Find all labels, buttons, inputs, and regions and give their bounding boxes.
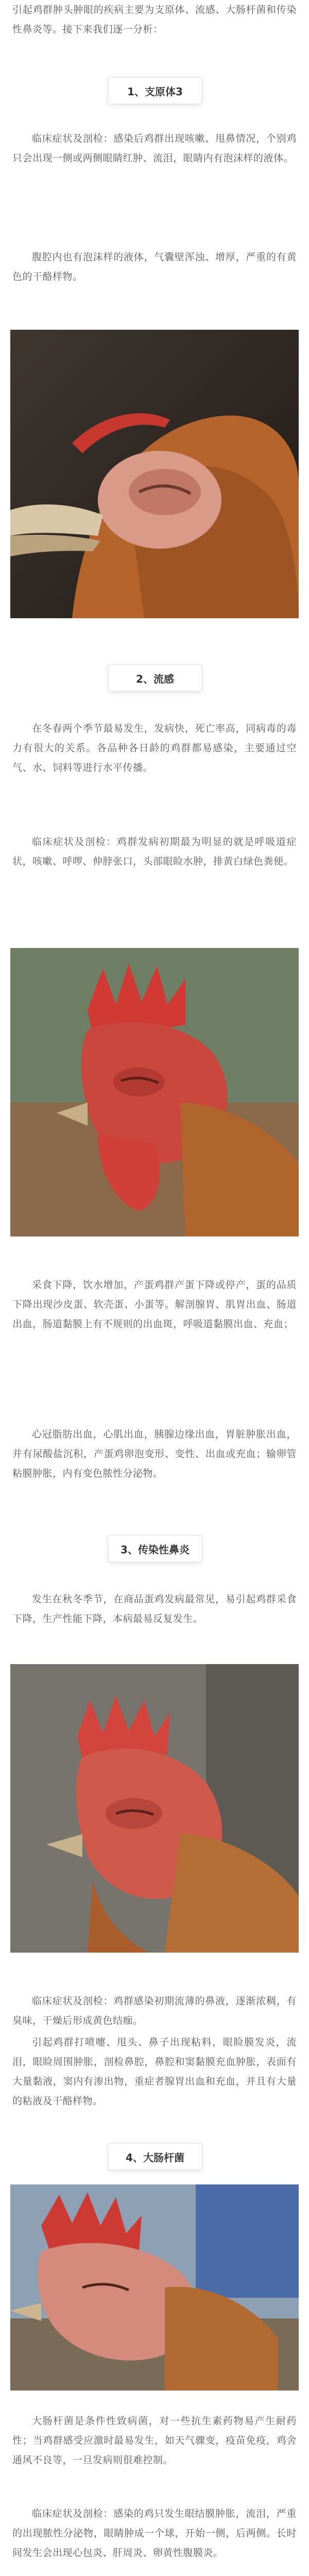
section-2-photo: [10, 948, 299, 1236]
section-4-paragraph-2: 临床症状及剖检：感染的鸡只发生眼结膜肿胀，流泪，严重的出现脓性分泌物，眼睛肿成一个球，开始一侧，后两侧。长时间发生会出现心包炎、肝周炎、卵黄性腹膜炎。: [12, 2508, 297, 2558]
rooster-head-swelling-image: [10, 948, 299, 1236]
section-1-paragraph-2: 腹腔内也有泡沫样的液体，气囊壁浑浊、增厚，严重的有黄色的干酪样物。: [12, 251, 297, 282]
hen-eye-swelling-image: [10, 330, 299, 618]
section-1-paragraph-1: 临床症状及剖检：感染后鸡群出现咳嗽、甩鼻情况，个别鸡只会出现一侧或两侧眼睛红肿、流泪，眼睛内有泡沫样的液体。: [12, 133, 297, 164]
section-3-heading: 3、传染性鼻炎: [108, 1535, 202, 1562]
section-2-paragraph-1: 在冬春两个季节最易发生，发病快，死亡率高，同病毒的毒力有很大的关系。各品种各日龄的鸡群都易感染，主要通过空气、水、饲料等进行水平传播。: [12, 723, 297, 773]
section-2-paragraph-3: 采食下降，饮水增加，产蛋鸡群产蛋下降或停产，蛋的品质下降出现沙皮蛋、软壳蛋、小蛋等。解剖腺胃、肌胃出血、肠道出血，肠道黏膜上有不规则的出血斑，呼吸道黏膜出血、充血；: [12, 1279, 297, 1330]
section-1-heading: 1、支原体3: [108, 77, 202, 104]
section-2-paragraph-4: 心冠脂肪出血，心肌出血，胰腺边缘出血，胃脏肿胀出血，并有尿酸盐沉积，产蛋鸡卵泡变形、变性、出血或充血；输卵管粘膜肿胀，内有变色脓性分泌物。: [12, 1429, 297, 1479]
hen-face-swelling-image: [10, 1664, 299, 1953]
section-4-photo: [10, 2184, 299, 2391]
section-4-paragraph-1: 大肠杆菌是条件性致病菌，对一些抗生素药物易产生耐药性；当鸡群感受应激时最易发生，如天气骤变，疫苗免疫，鸡舍通风不良等，一旦发病则很难控制。: [12, 2415, 297, 2466]
section-4-heading: 4、大肠杆菌: [108, 2143, 202, 2170]
section-2-paragraph-2: 临床症状及剖检：鸡群发病初期最为明显的就是呼吸道症状，咳嗽、呼啰、伸脖张口，头部眼睑水肿，排黄白绿色粪便。: [12, 836, 297, 867]
section-3-photo: [10, 1664, 299, 1953]
section-3-paragraph-3: 引起鸡群打喷嚏、甩头、鼻子出现粘料，眼睑膜发炎，流泪，眼睑周围肿胀，剖检鼻腔，鼻腔和窦黏膜充血肿胀，表面有大量黏液，窦内有渗出物，重症者腺胃出血和充血，并且有大量的粘液及干酪样物。: [12, 2037, 297, 2107]
rooster-face-swelling-image: [10, 2184, 299, 2391]
section-1-photo: [10, 330, 299, 618]
section-3-paragraph-1: 发生在秋冬季节，在商品蛋鸡发病最常见，易引起鸡群采食下降，生产性能下降，本病最易反复发生。: [12, 1594, 297, 1624]
section-2-heading: 2、流感: [108, 665, 202, 691]
intro-paragraph: 引起鸡群肿头肿眼的疾病主要为支原体、流感、大肠杆菌和传染性鼻炎等。接下来我们逐一分析：: [12, 4, 297, 35]
section-3-paragraph-2: 临床症状及剖检：鸡群感染初期流薄的鼻液，逐渐浓稠，有臭味，干燥后形成黄色结痂。: [12, 1995, 297, 2026]
